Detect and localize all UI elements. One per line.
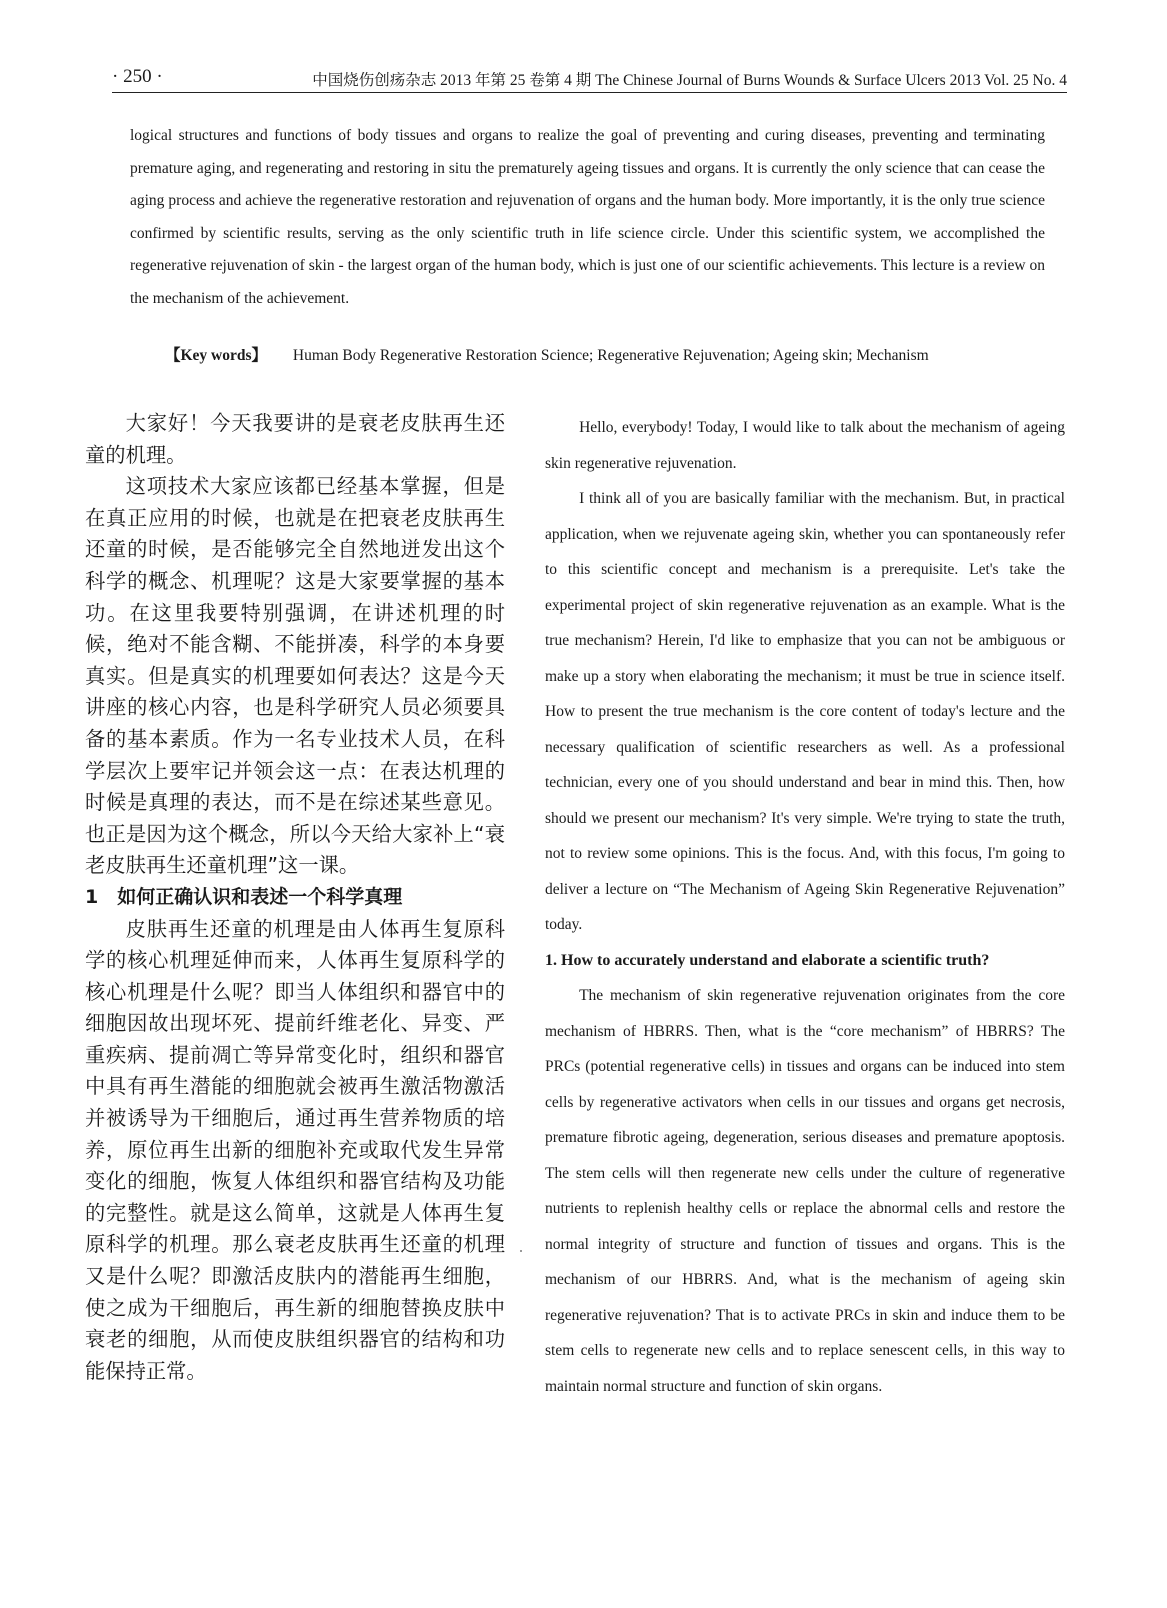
page-header [112, 66, 1067, 93]
english-section-heading: 1. How to accurately understand and elaborate a scientific truth? [545, 951, 990, 969]
chinese-column [85, 408, 505, 1387]
chinese-paragraph-3: 皮肤再生还童的机理是由人体再生复原科学的核心机理延伸而来，人体再生复原科学的核心机理是什么呢？即当人体组织和器官中的细胞因故出现坏死、提前纤维老化、异变、严重疾病、提前凋亡等异常变化时，组织和器官中具有再生潜能的细胞就会被再生激活物激活并被诱导为干细胞后，通过再生营养物质的培养，原位再生出新的细胞补充或取代发生异常变化的细胞，恢复人体组织和器官结构及功能的完整性。就是这么简单，这就是人体再生复原科学的机理。那么衰老皮肤再生还童的机理又是什么呢？即激活皮肤内的潜能再生细胞，使之成为干细胞后，再生新的细胞替换皮肤中衰老的细胞，从而使皮肤组织器官的结构和功能保持正常。 [85, 916, 505, 1383]
english-paragraph-1: Hello, everybody! Today, I would like to talk about the mechanism of ageing skin regenerative rejuvenation. [545, 419, 1065, 472]
chinese-section-heading: 1 如何正确认识和表述一个科学真理 [85, 885, 403, 908]
keywords-text: Human Body Regenerative Restoration Science; Regenerative Rejuvenation; Ageing skin; Mechanism [292, 347, 929, 364]
chinese-paragraph-2: 这项技术大家应该都已经基本掌握，但是在真正应用的时候，也就是在把衰老皮肤再生还童的时候，是否能够完全自然地迸发出这个科学的概念、机理呢？这是大家要掌握的基本功。在这里我要特别强调，在讲述机理的时候，绝对不能含糊、不能拼凑，科学的本身要真实。但是真实的机理要如何表达？这是今天讲座的核心内容，也是科学研究人员必须要具备的基本素质。作为一名专业技术人员，在科学层次上要牢记并领会这一点：在表达机理的时候是真理的表达，而不是在综述某些意见。也正是因为这个概念，所以今天给大家补上“衰老皮肤再生还童机理”这一课。 [85, 474, 505, 878]
english-paragraph-3: The mechanism of skin regenerative rejuvenation originates from the core mechanism of HBRRS. Then, what is the “core mechanism” of HBRRS? The PRCs (potential regenerative cells) in tissues and organs can be induced into stem cells by regenerative activators when cells in our tissues and organs get necrosis, premature fibrotic ageing, degeneration, serious diseases and premature apoptosis. The stem cells will then regenerate new cells under the culture of regenerative nutrients to replenish healthy cells or replace the abnormal cells and restore the normal integrity of structure and function of tissues and organs. This is the mechanism of our HBRRS. And, what is the mechanism of ageing skin regenerative rejuvenation? That is to activate PRCs in skin and induce them to be stem cells to regenerate new cells and to replace senescent cells, in this way to maintain normal structure and function of skin organs. [545, 987, 1065, 1395]
english-column [545, 410, 1065, 1404]
journal-title: 中国烧伤创疡杂志 2013 年第 25 卷第 4 期 The Chinese Journal of Burns Wounds & Surface Ulcers 2013 Vol. 25 No. 4 [312, 72, 1067, 89]
keywords [165, 343, 1045, 365]
abstract [130, 120, 1045, 315]
scan-speck [520, 1250, 522, 1252]
english-paragraph-2: I think all of you are basically familiar with the mechanism. But, in practical application, when we rejuvenate ageing skin, whether you can spontaneously refer to this scientific concept and mechanism is a prerequisite. Let's take the experimental project of skin regenerative rejuvenation as an example. What is the true mechanism? Herein, I'd like to emphasize that you can not be ambiguous or make up a story when elaborating the mechanism; it must be true in science itself. How to present the true mechanism is the core content of today's lecture and the necessary qualification of scientific researchers as well. As a professional technician, every one of you should understand and bear in mind this. Then, how should we present our mechanism? It's very simple. We're trying to state the truth, not to review some opinions. This is the focus. And, with this focus, I'm going to deliver a lecture on “The Mechanism of Ageing Skin Regenerative Rejuvenation” today. [545, 490, 1065, 933]
abstract-text: logical structures and functions of body tissues and organs to realize the goal of preventing and curing diseases, preventing and terminating premature aging, and regenerating and restoring in situ the prematurely ageing tissues and organs. It is currently the only science that can cease the aging process and achieve the regenerative restoration and rejuvenation of organs and the human body. More importantly, it is the only true science confirmed by scientific results, serving as the only scientific truth in life science circle. Under this scientific system, we accomplished the regenerative rejuvenation of skin - the largest organ of the human body, which is just one of our scientific achievements. This lecture is a review on the mechanism of the achievement. [130, 127, 1045, 307]
chinese-paragraph-1: 大家好！今天我要讲的是衰老皮肤再生还童的机理。 [85, 411, 505, 467]
page-number: · 250 · [112, 66, 163, 87]
keywords-label: 【Key words】 [165, 347, 268, 364]
